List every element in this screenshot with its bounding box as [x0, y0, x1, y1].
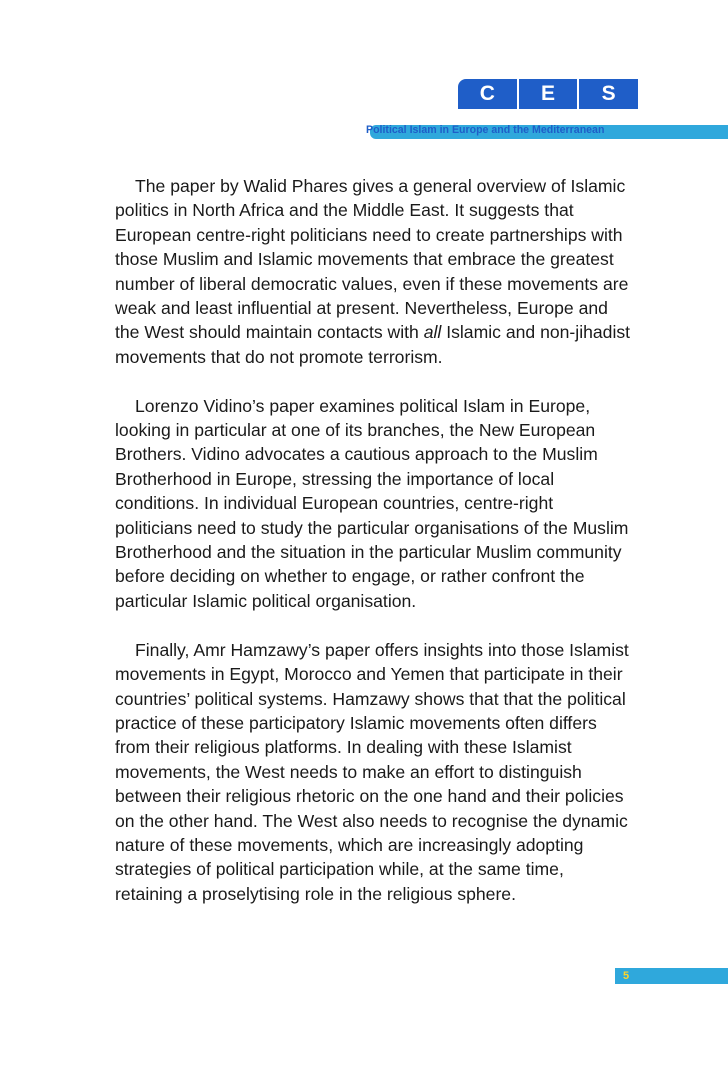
- logo-letter-e: E: [519, 79, 578, 109]
- paragraph-vidino: Lorenzo Vidino’s paper examines political Islam in Europe, looking in particular at one of its branches, the New European Brothers. Vidino advocates a cautious approach to the Muslim Brotherhood in Europe, stressing the importance of local conditions. In individual European countries, centre-right politicians need to study the particular organisations of the Muslim Brotherhood and the situation in the particular Muslim community before deciding on whether to engage, or rather confront the particular Islamic political organisation.: [115, 395, 629, 611]
- paragraph-hamzawy: Finally, Amr Hamzawy’s paper offers insights into those Islamist movements in Egypt, Morocco and Yemen that participate in their countries’ political systems. Hamzawy shows that that the political practice of these participatory Islamic movements often differs from their religious platforms. In dealing with these Islamist movements, the West needs to make an effort to distinguish between their religious rhetoric on the one hand and their policies on the other hand. The West also needs to recognise the dynamic nature of these movements, which are increasingly adopting strategies of political participation while, at the same time, retaining a proselytising role in the religious sphere.: [115, 639, 629, 904]
- footer-accent-bar: [637, 968, 728, 984]
- logo-letter-c: C: [458, 79, 517, 109]
- paragraph-phares-part2: Islamic and non-jihadist movements that do not promote terrorism.: [115, 322, 631, 367]
- body-text: [115, 174, 635, 931]
- paragraph-phares-part1: The paper by Walid Phares gives a general overview of Islamic politics in North Africa and the Middle East. It suggests that European centre-right politicians need to create partnerships with those Muslim and Islamic movements that embrace the greatest number of liberal democratic values, even if these movements are weak and least influential at present. Nevertheless, Europe and the West should maintain contacts with: [115, 176, 629, 343]
- ces-logo: [458, 79, 638, 109]
- emphasis-all: all: [423, 322, 442, 343]
- page-number: 5: [615, 968, 637, 984]
- logo-letter-s: S: [579, 79, 638, 109]
- running-title: Political Islam in Europe and the Mediterranean: [366, 124, 605, 136]
- paragraph-phares: [115, 174, 635, 369]
